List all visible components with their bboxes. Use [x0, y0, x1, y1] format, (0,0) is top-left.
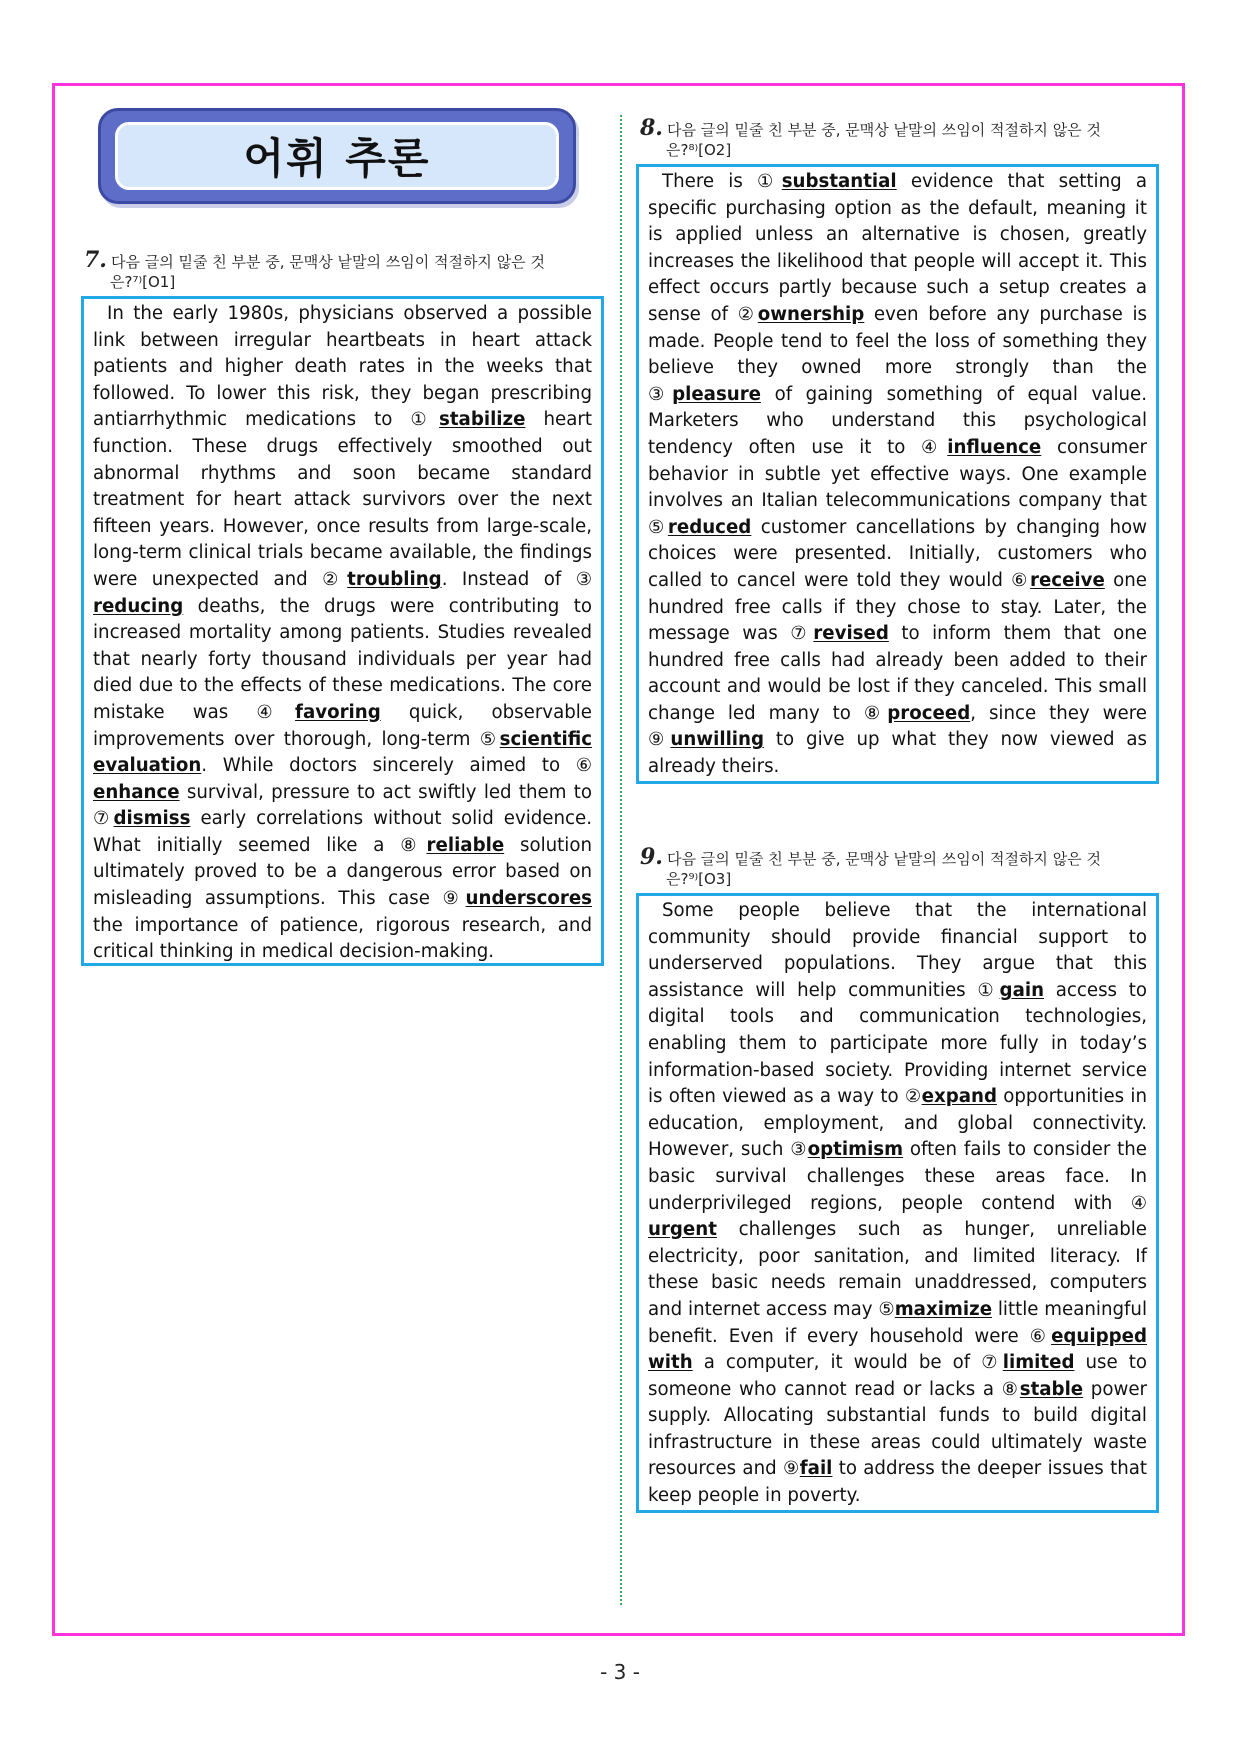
passage-text: access to digital tools and communication technologies, enabling them to participate more fully in today’s information-based society. Providing internet service is often viewed as a way to ② — [648, 979, 1147, 1108]
question-8-header — [640, 115, 1160, 160]
underlined-word: pleasure — [672, 383, 762, 405]
underlined-word: optimism — [807, 1139, 904, 1161]
underlined-word: underscores — [465, 888, 592, 910]
underlined-word: influence — [947, 436, 1042, 458]
passage-text: a computer, it would be of ⑦ — [692, 1352, 1003, 1374]
question-7-header — [84, 247, 604, 292]
section-title: 어휘 추론 — [243, 134, 431, 183]
underlined-word: scientific evaluation — [93, 728, 592, 777]
underlined-word: unwilling — [670, 729, 765, 751]
underlined-word: receive — [1029, 569, 1105, 591]
underlined-word: expand — [921, 1086, 997, 1108]
passage-text: There is ① — [662, 171, 782, 192]
question-7-passage-box — [81, 296, 604, 966]
passage-text: survival, pressure to act swiftly led them to ⑦ — [93, 781, 592, 830]
passage-text: quick, observable improvements over thorough, long-term ⑤ — [93, 701, 592, 750]
passage-text: even before any purchase is made. People tend to feel the loss of something they believe they owned more strongly than the ③ — [648, 303, 1147, 405]
underlined-word: fail — [799, 1458, 833, 1480]
passage-text: customer cancellations by changing how choices were presented. Initially, customers who called to cancel were told they would ⑥ — [648, 516, 1147, 591]
underlined-word: enhance — [93, 781, 180, 803]
section-title-inner — [115, 122, 559, 190]
passage-text: Some people believe that the international community should provide financial support to underserved populations. They argue that this assistance will help communities ① — [648, 900, 1147, 1001]
passage-text: little meaningful benefit. Even if every household were ⑥ — [648, 1298, 1147, 1347]
underlined-word: maximize — [894, 1298, 993, 1320]
passage-text: , since they were ⑨ — [648, 702, 1147, 751]
underlined-word: equipped with — [648, 1325, 1147, 1374]
passage-text: one hundred free calls if they chose to stay. Later, the message was ⑦ — [648, 569, 1147, 645]
passage-text: early correlations without solid evidence. What initially seemed like a ⑧ — [93, 808, 592, 856]
question-7-prompt: 다음 글의 밑줄 친 부분 중, 문맥상 낱말의 쓰임이 적절하지 않은 것 — [110, 253, 545, 271]
passage-text: power supply. Allocating substantial funds to build digital infrastructure in these areas could ultimately waste resources and ⑨ — [648, 1378, 1147, 1480]
underlined-word: limited — [1002, 1352, 1075, 1374]
question-7-passage — [93, 301, 592, 966]
underlined-word: dismiss — [113, 808, 191, 830]
column-divider — [620, 115, 622, 1605]
question-9-passage — [648, 898, 1147, 1510]
underlined-word: urgent — [648, 1219, 717, 1241]
question-7-prompt-ref: 은?⁷⁾[O1] — [110, 273, 176, 291]
section-title-badge — [98, 108, 576, 204]
question-8-passage-box — [636, 164, 1159, 784]
passage-text: deaths, the drugs were contributing to increased mortality among patients. Studies revealed that nearly forty thousand individuals per year had died due to the effects of these medications. The core mistake was ④ — [93, 595, 592, 723]
underlined-word: reduced — [667, 516, 752, 538]
question-8-prompt: 다음 글의 밑줄 친 부분 중, 문맥상 낱말의 쓰임이 적절하지 않은 것 — [666, 121, 1101, 139]
question-9-prompt: 다음 글의 밑줄 친 부분 중, 문맥상 낱말의 쓰임이 적절하지 않은 것 — [666, 850, 1101, 868]
passage-text: solution ultimately proved to be a dangerous error based on misleading assumptions. This case ⑨ — [93, 834, 592, 910]
question-8-number: 8. — [640, 115, 663, 141]
underlined-word: reliable — [426, 834, 505, 856]
underlined-word: favoring — [295, 701, 381, 723]
question-8-prompt-ref: 은?⁸⁾[O2] — [666, 141, 732, 159]
passage-text: . While doctors sincerely aimed to ⑥ — [201, 755, 592, 777]
passage-text: challenges such as hunger, unreliable electricity, poor sanitation, and limited literacy. If these basic needs remain unaddressed, computers and internet access may ⑤ — [648, 1219, 1147, 1320]
underlined-word: reducing — [93, 595, 184, 617]
passage-text: of gaining something of equal value. Marketers who understand this psychological tendency often use it to ④ — [648, 383, 1147, 458]
question-9-header — [640, 844, 1160, 889]
passage-text: . Instead of ③ — [441, 568, 593, 590]
question-7-number: 7. — [84, 247, 107, 273]
question-9-number: 9. — [640, 844, 663, 870]
page-number: - 3 - — [600, 1660, 640, 1684]
underlined-word: stable — [1019, 1378, 1084, 1400]
passage-text: heart function. These drugs effectively smoothed out abnormal rhythms and soon became standard treatment for heart attack survivors over the next fifteen years. However, once results from large-scale, long-term clinical trials became available, the findings were unexpected and ② — [93, 409, 592, 590]
passage-text: evidence that setting a specific purchasing option as the default, meaning it is applied unless an alternative is chosen, greatly increases the likelihood that people will accept it. This effect occurs partly because such a setup creates a sense of ② — [648, 171, 1147, 325]
passage-text: to give up what they now viewed as already theirs. — [648, 729, 1147, 778]
passage-text: the importance of patience, rigorous research, and critical thinking in medical decision-making. — [93, 914, 592, 963]
underlined-word: ownership — [757, 303, 865, 325]
underlined-word: gain — [999, 979, 1045, 1001]
passage-text: In the early 1980s, physicians observed a possible link between irregular heartbeats in heart attack patients and higher death rates in the weeks that followed. To lower this risk, they began prescribing antiarrhythmic medications to ① — [93, 303, 592, 431]
passage-text: to inform them that one hundred free calls had already been added to their account and would be lost if they canceled. This small change led many to ⑧ — [648, 623, 1147, 724]
passage-text: to address the deeper issues that keep people in poverty. — [648, 1458, 1147, 1507]
underlined-word: substantial — [781, 171, 897, 192]
passage-text: opportunities in education, employment, and global connectivity. However, such ③ — [648, 1086, 1147, 1161]
question-9-prompt-ref: 은?⁹⁾[O3] — [666, 870, 732, 888]
passage-text: often fails to consider the basic survival challenges these areas face. In underprivileged regions, people contend with ④ — [648, 1139, 1147, 1214]
question-8-passage — [648, 169, 1147, 781]
passage-text: consumer behavior in subtle yet effective ways. One example involves an Italian telecommunications company that ⑤ — [648, 436, 1147, 538]
passage-text: use to someone who cannot read or lacks a ⑧ — [648, 1352, 1148, 1400]
underlined-word: troubling — [347, 568, 442, 590]
question-9-passage-box — [636, 893, 1159, 1513]
underlined-word: proceed — [887, 702, 971, 724]
underlined-word: stabilize — [439, 409, 526, 431]
underlined-word: revised — [813, 623, 889, 645]
